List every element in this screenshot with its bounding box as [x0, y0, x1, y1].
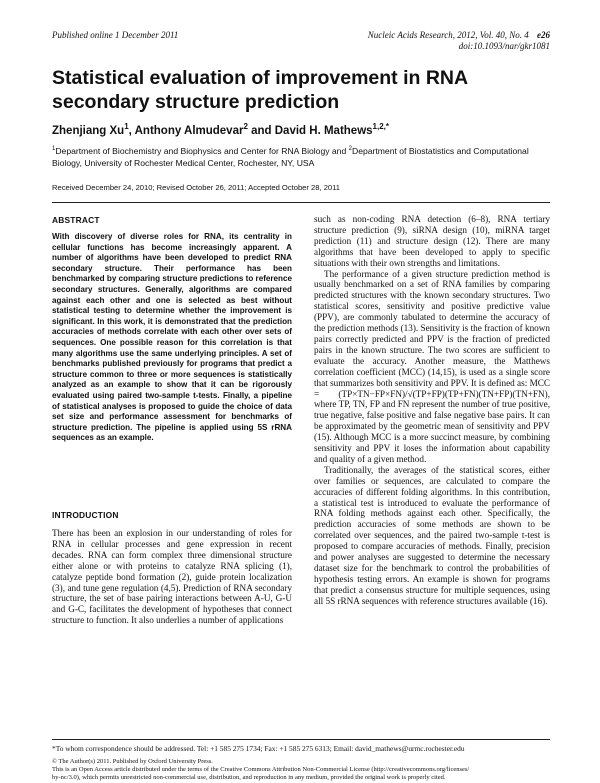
introduction-heading: INTRODUCTION: [52, 510, 119, 520]
article-id: e26: [537, 30, 550, 40]
published-date: Published online 1 December 2011: [52, 30, 179, 40]
author-2: , Anthony Almudevar: [128, 124, 244, 137]
copyright-line-3: by-nc/3.0), which permits unrestricted non-commercial use, distribution, and reproduction in any medium, provided the original work is properly cited.: [52, 774, 446, 782]
author-2-affil: 2: [243, 122, 248, 131]
affil-2: Department of Biostatistics and Computational Biology, University of Rochester Medical Center, Rochester, NY, USA: [52, 145, 529, 168]
right-column: [314, 214, 550, 607]
paper-title: Statistical evaluation of improvement in RNA secondary structure prediction: [52, 67, 468, 113]
abstract-text: With discovery of diverse roles for RNA, its centrality in cellular functions has become increasingly apparent. A number of algorithms have been developed to predict RNA secondary structure. Their performance has been benchmarked by comparing structure predictions to reference secondary structures. Generally, algorithms are compared against each other and one is selected as best without statistical testing to determine whether the improvement is significant. In this work, it is demonstrated that the prediction accuracies of methods correlate with each other over sets of sequences. One possible reason for this correlation is that many algorithms use the same underlying principles. A set of benchmarks published previously for programs that predict a structure common to three or more sequences is statistically analyzed as an example to show that it can be rigorously evaluated using paired two-sample t-tests. Finally, a pipeline of statistical analyses is proposed to guide the choice of data set size and performance assessment for benchmarks of structure prediction. The pipeline is applied using 5S rRNA sequences as an example.: [52, 232, 292, 443]
journal-name: Nucleic Acids Research, 2012, Vol. 40, No. 4: [367, 30, 529, 40]
copyright-line-1: © The Author(s) 2011. Published by Oxford University Press.: [52, 758, 213, 765]
right-paragraph-2: The performance of a given structure prediction method is usually benchmarked on a set of RNA families by comparing predicted structures with the known secondary structures. Two statistical scores, sensitivity and positive predictive value (PPV), are commonly tabulated to determine the accuracy of the prediction methods (13). Sensitivity is the fraction of known pairs correctly predicted and PPV is the fraction of predicted pairs in the known structure. The two scores are sufficient to evaluate the accuracy. Another measure, the Matthews correlation coefficient (MCC) (14,15), is used as a single score that summarizes both sensitivity and PPV. It is defined as: MCC = (TP×TN−FP×FN)/√(TP+FP)(TP+FN)(TN+FP)(TN+FN), where TP, TN, FP and FN represent the number of true positive, true negative, false positive and false negative base pairs. It can be approximated by the geometric mean of sensitivity and PPV (15). Although MCC is a more succinct measure, by combining sensitivity and PPV it loses the information about capability and quality of a given method.: [314, 268, 550, 464]
affil-1-mark: 1: [52, 146, 56, 152]
author-3: and David H. Mathews: [247, 124, 373, 137]
author-1: Zhenjiang Xu: [52, 124, 125, 137]
footer-divider: [52, 739, 550, 740]
author-list: [52, 120, 552, 138]
author-1-affil: 1: [124, 122, 129, 131]
copyright-notice: [52, 758, 552, 783]
author-3-affil: 1,2,*: [372, 122, 389, 131]
correspondence-footnote: *To whom correspondence should be addressed. Tel: +1 585 275 1734; Fax: +1 585 275 6313; Email: david_mathews@urmc.rochester.edu: [52, 744, 465, 753]
affil-1: Department of Biochemistry and Biophysics and Center for RNA Biology and: [55, 145, 349, 156]
abstract-heading: ABSTRACT: [52, 215, 100, 225]
right-paragraph-1: such as non-coding RNA detection (6–8), RNA tertiary structure prediction (9), siRNA design (10), miRNA target prediction (11) and structure design (12). There are many algorithms that have been developed to apply to specific situations with their own strengths and limitations.: [314, 214, 550, 268]
affil-2-mark: 2: [348, 146, 352, 152]
right-paragraph-3: Traditionally, the averages of the statistical scores, either over families or sequences, are calculated to compare the accuracies of different folding algorithms. In this contribution, a statistical test is introduced to evaluate the performance of RNA folding methods against each other. Specifically, the prediction accuracies of some methods are shown to be correlated over sequences, and the paired two-sample t-test is proposed to compare accuracies of methods. Finally, precision and power analyses are suggested to determine the necessary dataset size for the benchmark to control the probabilities of hypothesis testing errors. An example is shown for programs that predict a consensus structure for multiple sequences, using all 5S rRNA sequences with reference structures available (16).: [314, 464, 550, 606]
header-divider: [52, 202, 550, 203]
affiliations: [52, 143, 552, 169]
intro-paragraph: There has been an explosion in our understanding of roles for RNA in cellular processes and gene expression in recent decades. RNA can form complex three dimensional structure either alone or with proteins to catalyze RNA splicing (1), catalyze peptide bond formation (2), guide protein localization (3), and tune gene regulation (4,5). Prediction of RNA secondary structure, the set of base pairing interactions between A-U, G-U and G-C, facilitates the development of hypotheses that connect structure to function. It also underlies a number of applications: [52, 528, 292, 626]
doi: doi:10.1093/nar/gkr1081: [458, 41, 550, 51]
introduction-body: [52, 528, 292, 626]
received-dates: Received December 24, 2010; Revised October 26, 2011; Accepted October 28, 2011: [52, 183, 341, 192]
journal-citation: [300, 30, 550, 41]
copyright-line-2: This is an Open Access article distributed under the terms of the Creative Commons Attribution Non-Commercial License (http://creativecommons.org/licenses/: [52, 766, 470, 774]
